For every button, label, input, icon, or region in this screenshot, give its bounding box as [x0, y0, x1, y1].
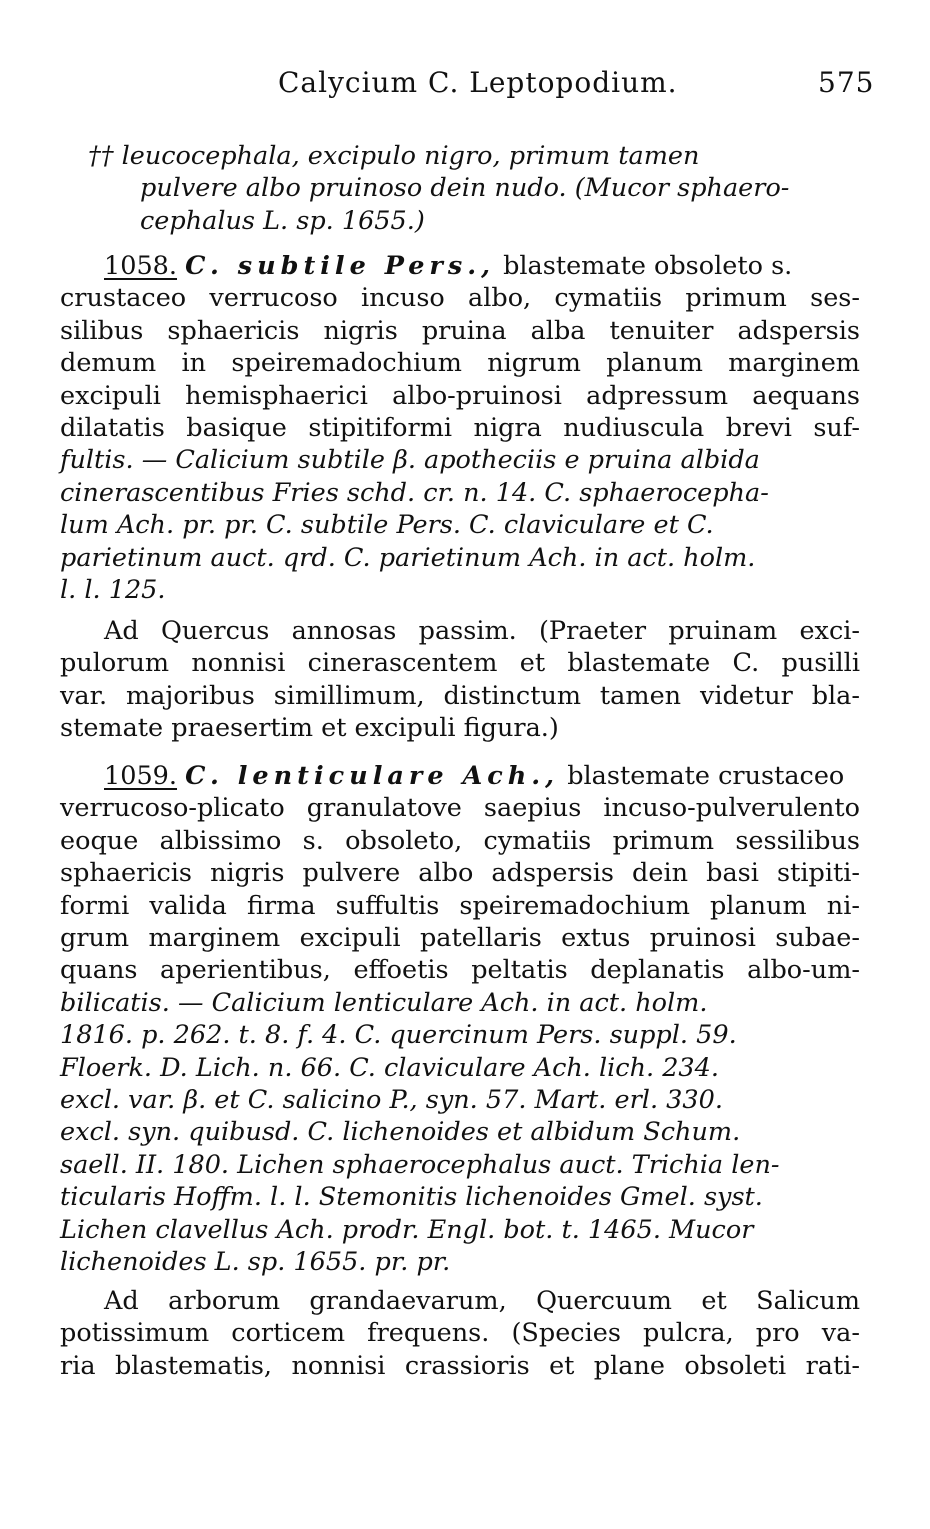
text-line: excl. syn. quibusd. C. lichenoides et albidum Schum. — [60, 1117, 741, 1148]
text-line: †† leucocephala, excipulo nigro, primum tamen — [88, 141, 700, 171]
species-name: C. lenticulare Ach., — [185, 761, 560, 791]
habitat-note-1058 — [0, 615, 930, 745]
text-line: bilicatis. — Calicium lenticulare Ach. in act. holm. — [60, 987, 708, 1018]
text-line: cephalus L. sp. 1655.) — [140, 205, 425, 236]
text-line: stemate praesertim et excipuli figura.) — [60, 713, 559, 744]
text-line: Lichen clavellus Ach. prodr. Engl. bot. t. 1465. Mucor — [60, 1214, 754, 1245]
text-line: Floerk. D. Lich. n. 66. C. claviculare Ach. lich. 234. — [60, 1052, 719, 1083]
text-line: saell. II. 180. Lichen sphaerocephalus auct. Trichia len- — [60, 1149, 780, 1180]
species-name: C. subtile Pers., — [185, 251, 495, 281]
text-line: potissimum corticem frequens. (Species pulcra, pro va- — [60, 1318, 860, 1349]
text-line: verrucoso-plicato granulatove saepius incuso-pulverulento — [60, 793, 860, 824]
text-line: var. majoribus simillimum, distinctum tamen videtur bla- — [60, 680, 860, 711]
entry-number: 1059. — [104, 761, 178, 791]
text-line: parietinum auct. qrd. C. parietinum Ach. in act. holm. — [60, 542, 756, 573]
text-line: lum Ach. pr. pr. C. subtile Pers. C. claviculare et C. — [60, 510, 714, 541]
text-line: excipuli hemisphaerici albo-pruinosi adpressum aequans — [60, 380, 860, 411]
text-line: excl. var. β. et C. salicino P., syn. 57. Mart. erl. 330. — [60, 1085, 723, 1116]
running-title: Calycium C. Leptopodium. — [278, 66, 678, 99]
text-line: eoque albissimo s. obsoleto, cymatiis primum sessilibus — [60, 825, 860, 856]
page-number: 575 — [818, 66, 875, 99]
text-line: lichenoides L. sp. 1655. pr. pr. — [60, 1247, 451, 1278]
entry-1059 — [0, 760, 930, 1279]
text-line: grum marginem excipuli patellaris extus pruinosi subae- — [60, 923, 860, 954]
text-line: ticularis Hoffm. l. l. Stemonitis lichenoides Gmel. syst. — [60, 1182, 763, 1213]
text-line: formi valida firma suffultis speiremadochium planum ni- — [60, 890, 860, 921]
text-line: dilatatis basique stipitiformi nigra nudiuscula brevi suf- — [60, 413, 860, 444]
text-line: Ad Quercus annosas passim. (Praeter pruinam exci- — [104, 616, 860, 646]
text-line: crustaceo verrucoso incuso albo, cymatiis primum ses- — [60, 283, 860, 314]
variety-leucocephala — [0, 140, 930, 237]
habitat-note-1059 — [0, 1285, 930, 1382]
entry-heading — [0, 250, 930, 282]
text-line: Ad arborum grandaevarum, Quercuum et Salicum — [104, 1286, 860, 1316]
text-line: silibus sphaericis nigris pruina alba tenuiter adspersis — [60, 315, 860, 346]
text-line: ria blastematis, nonnisi crassioris et plane obsoleti rati- — [60, 1350, 860, 1381]
text-line: blastemate crustaceo — [567, 761, 845, 791]
text-line: sphaericis nigris pulvere albo adspersis dein basi stipiti- — [60, 858, 860, 889]
entry-heading — [0, 760, 930, 792]
running-header — [0, 66, 930, 106]
text-line: fultis. — Calicium subtile β. apotheciis e pruina albida — [60, 445, 760, 476]
text-line: blastemate obsoleto s. — [503, 251, 793, 281]
text-line: cinerascentibus Fries schd. cr. n. 14. C. sphaerocepha- — [60, 477, 769, 508]
text-line: 1816. p. 262. t. 8. f. 4. C. quercinum Pers. suppl. 59. — [60, 1020, 737, 1051]
entry-number: 1058. — [104, 251, 178, 281]
text-line: quans aperientibus, effoetis peltatis deplanatis albo-um- — [60, 955, 860, 986]
text-line: pulvere albo pruinoso dein nudo. (Mucor sphaero- — [140, 173, 790, 204]
text-line: pulorum nonnisi cinerascentem et blastemate C. pusilli — [60, 648, 860, 679]
text-line: l. l. 125. — [60, 575, 166, 606]
entry-1058 — [0, 250, 930, 606]
text-line: demum in speiremadochium nigrum planum marginem — [60, 348, 860, 379]
